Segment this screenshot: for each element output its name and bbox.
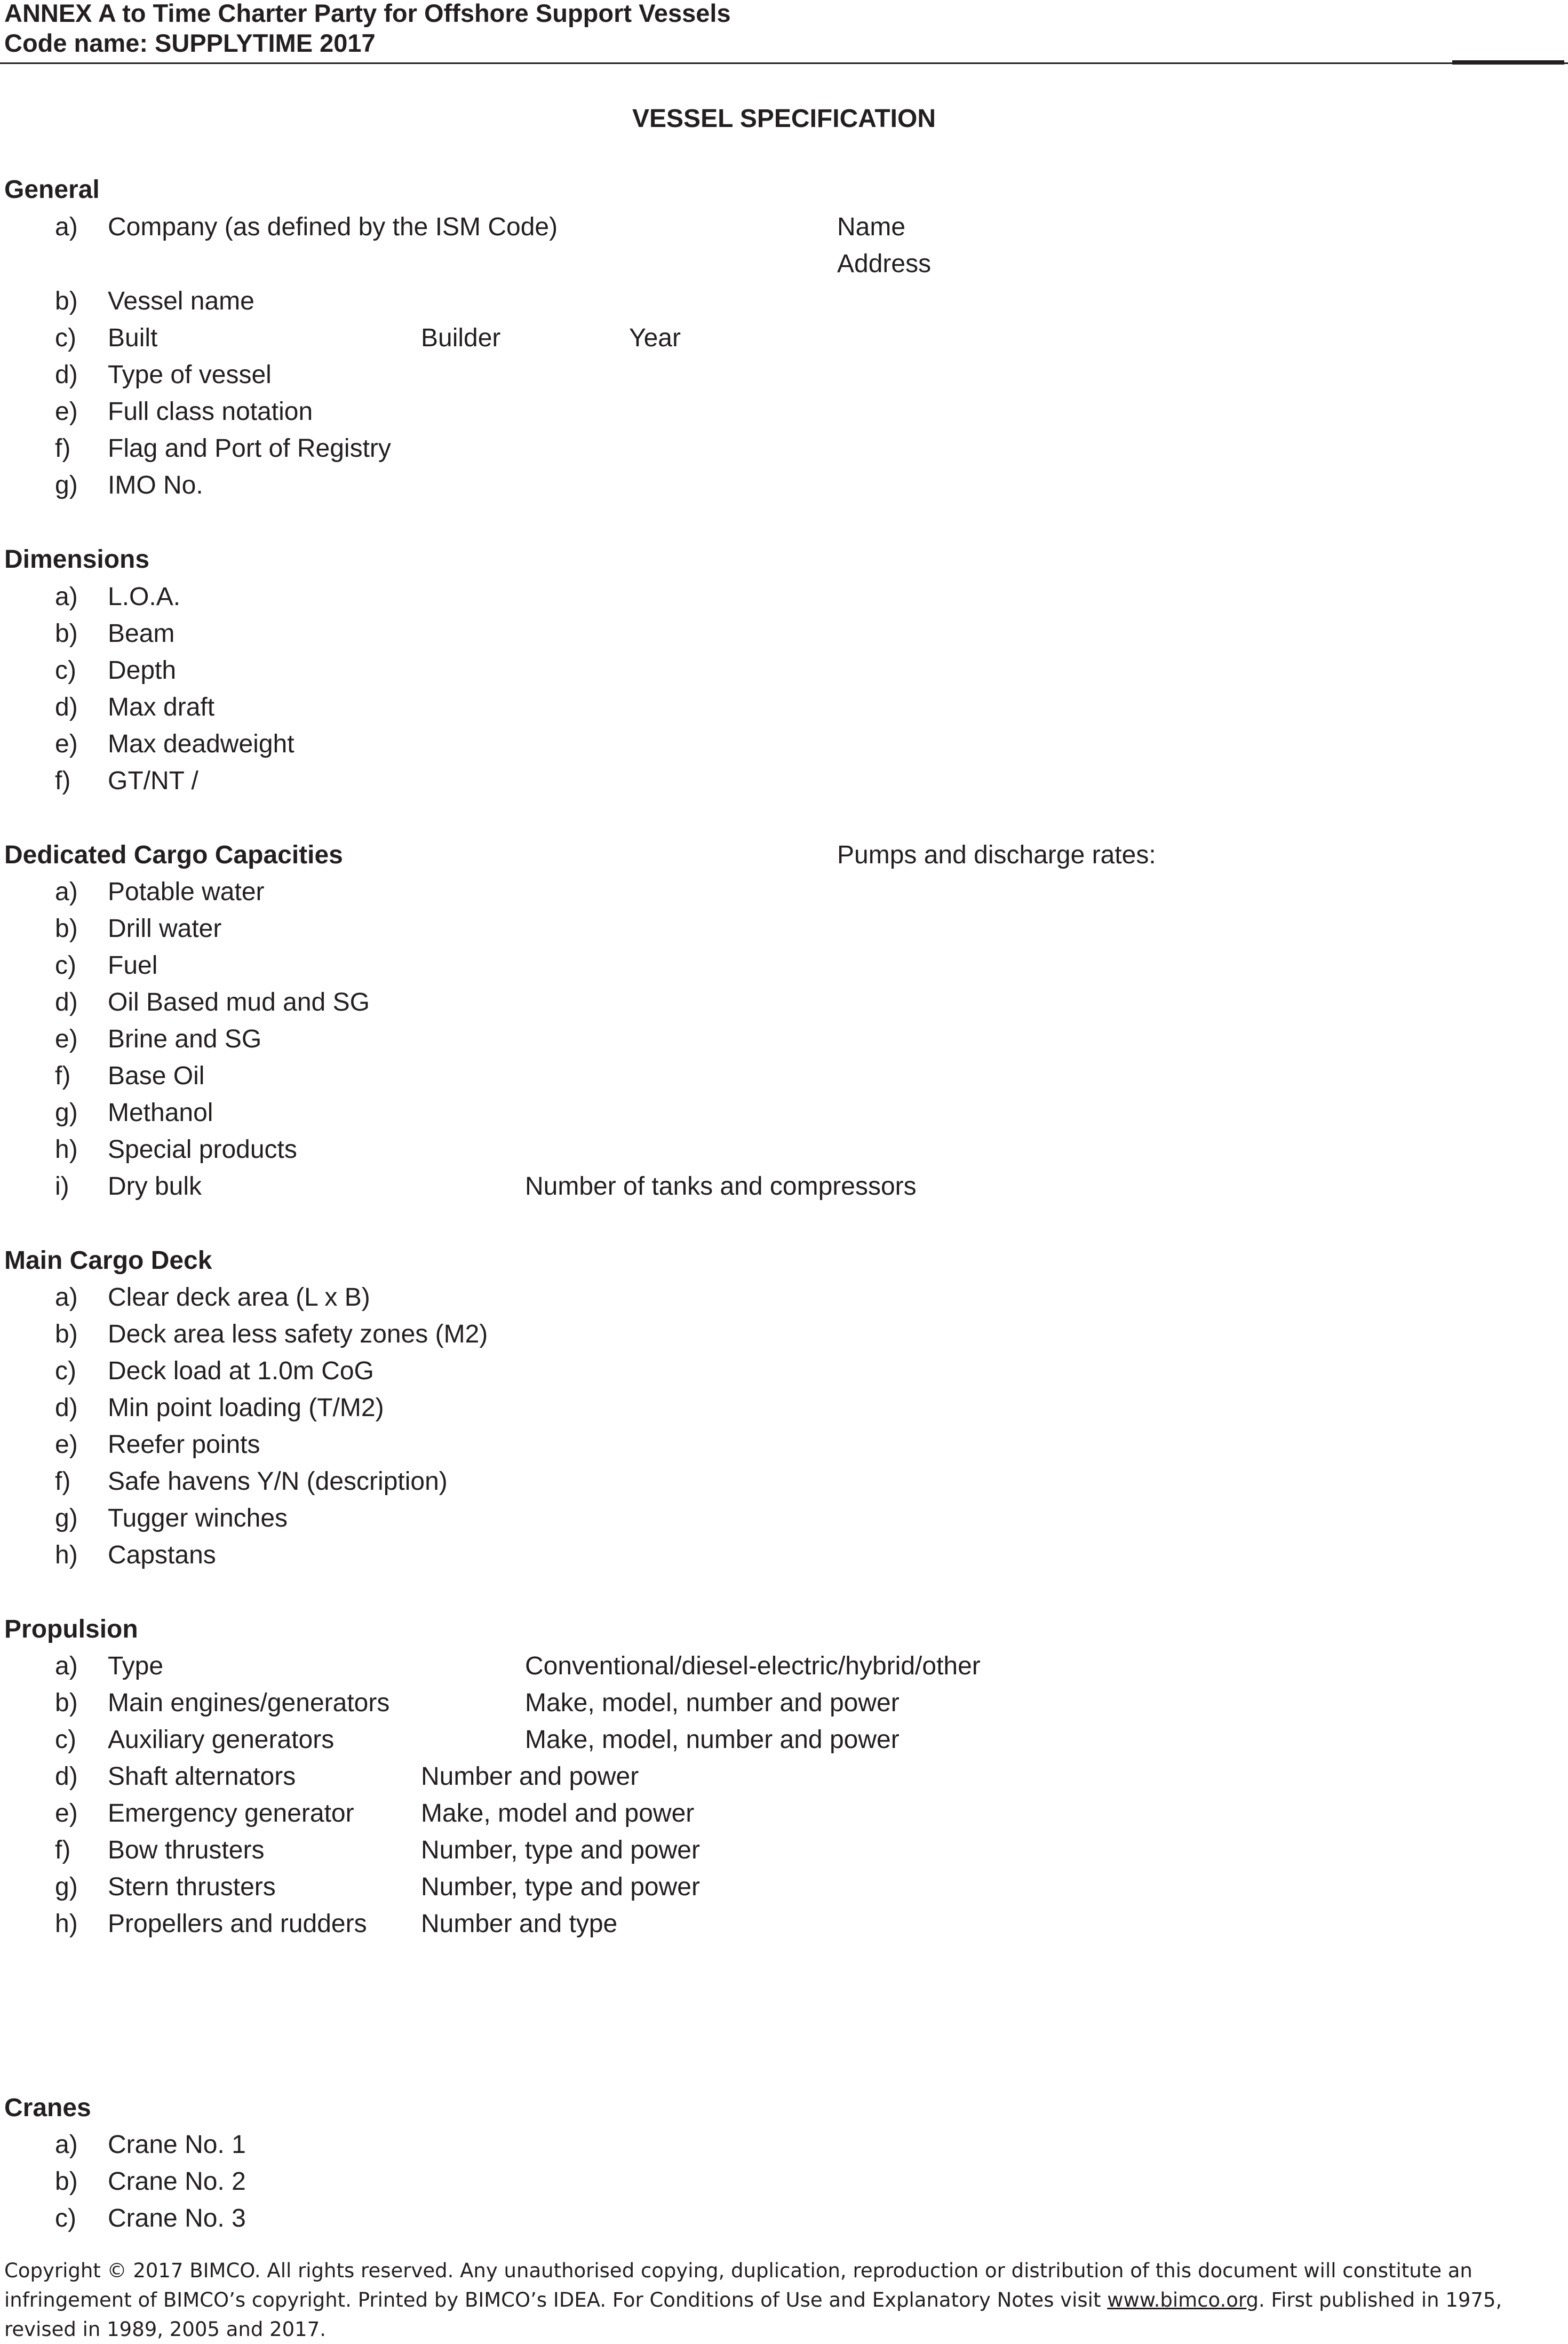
item-label: Crane No. 3 [108, 2204, 246, 2232]
list-item [0, 2166, 1568, 2198]
item-label: Built [108, 324, 158, 352]
item-letter: c) [55, 1357, 76, 1385]
item-letter: c) [55, 2204, 76, 2232]
item-letter: h) [55, 1135, 78, 1164]
item-label: Tugger winches [108, 1504, 288, 1532]
item-letter: c) [55, 324, 76, 352]
list-item [0, 1651, 1568, 1683]
item-label: Potable water [108, 878, 265, 906]
item-label: Max draft [108, 693, 215, 721]
item-label: Vessel name [108, 287, 254, 315]
item-label: L.O.A. [108, 583, 181, 611]
footer-text-end: . First published in 1975, revised in 1989, 2005 and 2017. [4, 2289, 1502, 2341]
item-letter: a) [55, 213, 78, 241]
item-label: Bow thrusters [108, 1836, 265, 1864]
list-item [0, 877, 1568, 909]
item-label: Deck area less safety zones (M2) [108, 1320, 488, 1348]
item-letter: d) [55, 361, 78, 389]
item-label: Beam [108, 619, 175, 648]
list-item [0, 1061, 1568, 1093]
general-row-flag [0, 433, 1568, 465]
item-letter: g) [55, 471, 78, 499]
section-general [0, 174, 1568, 206]
item-letter: c) [55, 656, 76, 685]
item-note: Make, model, number and power [525, 1689, 900, 1717]
item-label: Clear deck area (L x B) [108, 1283, 370, 1312]
item-label: Full class notation [108, 398, 313, 426]
item-letter: e) [55, 1799, 78, 1827]
item-label: Dry bulk [108, 1172, 202, 1201]
list-item [0, 1835, 1568, 1867]
item-letter: f) [55, 434, 71, 463]
item-label: Deck load at 1.0m CoG [108, 1357, 374, 1385]
item-letter: f) [55, 1062, 71, 1090]
list-item [0, 1466, 1568, 1498]
item-letter: a) [55, 2131, 78, 2159]
item-letter: b) [55, 915, 78, 943]
general-row-vessel-name [0, 286, 1568, 318]
item-letter: h) [55, 1541, 78, 1569]
section-heading-cranes: Cranes [4, 2094, 91, 2122]
item-letter: g) [55, 1873, 78, 1901]
section-heading-general: General [4, 176, 100, 204]
item-label: Capstans [108, 1541, 216, 1569]
item-label: Base Oil [108, 1062, 205, 1090]
item-letter: d) [55, 988, 78, 1016]
year-label: Year [629, 324, 681, 352]
item-letter: c) [55, 951, 76, 980]
item-label: Crane No. 2 [108, 2167, 246, 2196]
header-code-name-line: Code name: SUPPLYTIME 2017 [4, 29, 376, 57]
list-item [0, 1688, 1568, 1720]
section-main-cargo-deck [0, 1245, 1568, 1277]
item-letter: d) [55, 1762, 78, 1791]
item-label: Depth [108, 656, 177, 685]
item-letter: a) [55, 583, 78, 611]
section-heading-dimensions: Dimensions [4, 545, 150, 574]
list-item [0, 2203, 1568, 2235]
company-name-label: Name [837, 213, 906, 241]
item-label: Min point loading (T/M2) [108, 1394, 384, 1422]
item-label: IMO No. [108, 471, 203, 499]
item-letter: f) [55, 767, 71, 795]
list-item [0, 1356, 1568, 1388]
general-row-company [0, 212, 1568, 244]
list-item [0, 766, 1568, 798]
item-label: GT/NT / [108, 767, 198, 795]
item-note: Conventional/diesel-electric/hybrid/other [525, 1652, 981, 1680]
cargo-row-dry-bulk [0, 1171, 1568, 1203]
item-note: Make, model and power [421, 1799, 695, 1827]
item-letter: c) [55, 1726, 76, 1754]
item-letter: b) [55, 1689, 78, 1717]
list-item [0, 1134, 1568, 1166]
list-item [0, 987, 1568, 1019]
general-row-class [0, 396, 1568, 428]
list-item [0, 1798, 1568, 1830]
item-letter: e) [55, 1025, 78, 1053]
item-letter: e) [55, 730, 78, 758]
section-propulsion [0, 1614, 1568, 1646]
item-label: Shaft alternators [108, 1762, 296, 1791]
item-label: Crane No. 1 [108, 2131, 246, 2159]
item-label: Flag and Port of Registry [108, 434, 391, 463]
list-item [0, 1909, 1568, 1941]
general-row-type [0, 360, 1568, 392]
item-letter: f) [55, 1467, 71, 1496]
item-label: Max deadweight [108, 730, 295, 758]
copyright-footer [4, 2256, 1565, 2344]
item-label: Propellers and rudders [108, 1910, 367, 1938]
list-item [0, 1725, 1568, 1757]
item-label: Stern thrusters [108, 1873, 276, 1901]
header-rule [0, 62, 1568, 64]
list-item [0, 950, 1568, 982]
footer-text-start: Copyright © 2017 BIMCO. All rights reserved. Any unauthorised copying, duplication, reproduction or distribution of this document will constitute an infringement of BIMCO’s copyright. Printed by BIMCO’s IDEA. For Conditions of Use and Explanatory Notes visit [4, 2259, 1473, 2311]
item-note: Number and type [421, 1910, 618, 1938]
item-label: Reefer points [108, 1431, 260, 1459]
item-label: Safe havens Y/N (description) [108, 1467, 448, 1496]
item-letter: b) [55, 287, 78, 315]
item-letter: a) [55, 1283, 78, 1312]
bimco-website-link[interactable]: www.bimco.org [1107, 2289, 1259, 2311]
page-title: VESSEL SPECIFICATION [632, 105, 936, 133]
list-item [0, 655, 1568, 687]
section-heading-cargo: Dedicated Cargo Capacities [4, 841, 343, 869]
item-letter: e) [55, 398, 78, 426]
item-label: Emergency generator [108, 1799, 354, 1827]
item-label: Auxiliary generators [108, 1726, 335, 1754]
item-letter: g) [55, 1504, 78, 1532]
item-label: Special products [108, 1135, 297, 1164]
section-cranes [0, 2093, 1568, 2125]
list-item [0, 582, 1568, 614]
item-letter: h) [55, 1910, 78, 1938]
item-label: Oil Based mud and SG [108, 988, 370, 1016]
list-item [0, 1319, 1568, 1351]
list-item [0, 692, 1568, 724]
section-cargo-capacities [0, 840, 1568, 872]
item-letter: g) [55, 1099, 78, 1127]
section-heading-propulsion: Propulsion [4, 1615, 138, 1643]
company-address-label: Address [837, 250, 932, 278]
list-item [0, 618, 1568, 650]
list-item [0, 1282, 1568, 1314]
item-note: Number, type and power [421, 1836, 700, 1864]
dry-bulk-note: Number of tanks and compressors [525, 1172, 917, 1201]
item-label: Drill water [108, 915, 222, 943]
item-note: Number and power [421, 1762, 639, 1791]
list-item [0, 1429, 1568, 1461]
general-row-imo [0, 470, 1568, 502]
item-letter: a) [55, 878, 78, 906]
item-letter: b) [55, 2167, 78, 2196]
list-item [0, 1503, 1568, 1535]
item-label: Company (as defined by the ISM Code) [108, 213, 558, 241]
item-note: Number, type and power [421, 1873, 700, 1901]
item-label: Methanol [108, 1099, 213, 1127]
section-heading-deck: Main Cargo Deck [4, 1246, 212, 1275]
header-annex-line: ANNEX A to Time Charter Party for Offshore Support Vessels [4, 0, 731, 27]
list-item [0, 1098, 1568, 1130]
item-letter: e) [55, 1431, 78, 1459]
item-letter: a) [55, 1652, 78, 1680]
builder-label: Builder [421, 324, 501, 352]
list-item [0, 729, 1568, 761]
item-letter: d) [55, 1394, 78, 1422]
item-label: Fuel [108, 951, 158, 980]
list-item [0, 1024, 1568, 1056]
general-row-company-address [0, 249, 1568, 281]
list-item [0, 2130, 1568, 2162]
list-item [0, 913, 1568, 945]
item-label: Brine and SG [108, 1025, 262, 1053]
item-label: Main engines/generators [108, 1689, 390, 1717]
header-rule-accent [1452, 60, 1564, 65]
list-item [0, 1872, 1568, 1904]
section-dimensions [0, 544, 1568, 576]
list-item [0, 1761, 1568, 1793]
list-item [0, 1540, 1568, 1572]
item-letter: b) [55, 1320, 78, 1348]
list-item [0, 1393, 1568, 1425]
item-letter: i) [55, 1172, 69, 1201]
item-note: Make, model, number and power [525, 1726, 900, 1754]
item-label: Type [108, 1652, 164, 1680]
general-row-built [0, 323, 1568, 355]
item-letter: b) [55, 619, 78, 648]
item-label: Type of vessel [108, 361, 272, 389]
item-letter: f) [55, 1836, 71, 1864]
pumps-discharge-label: Pumps and discharge rates: [837, 841, 1156, 869]
item-letter: d) [55, 693, 78, 721]
